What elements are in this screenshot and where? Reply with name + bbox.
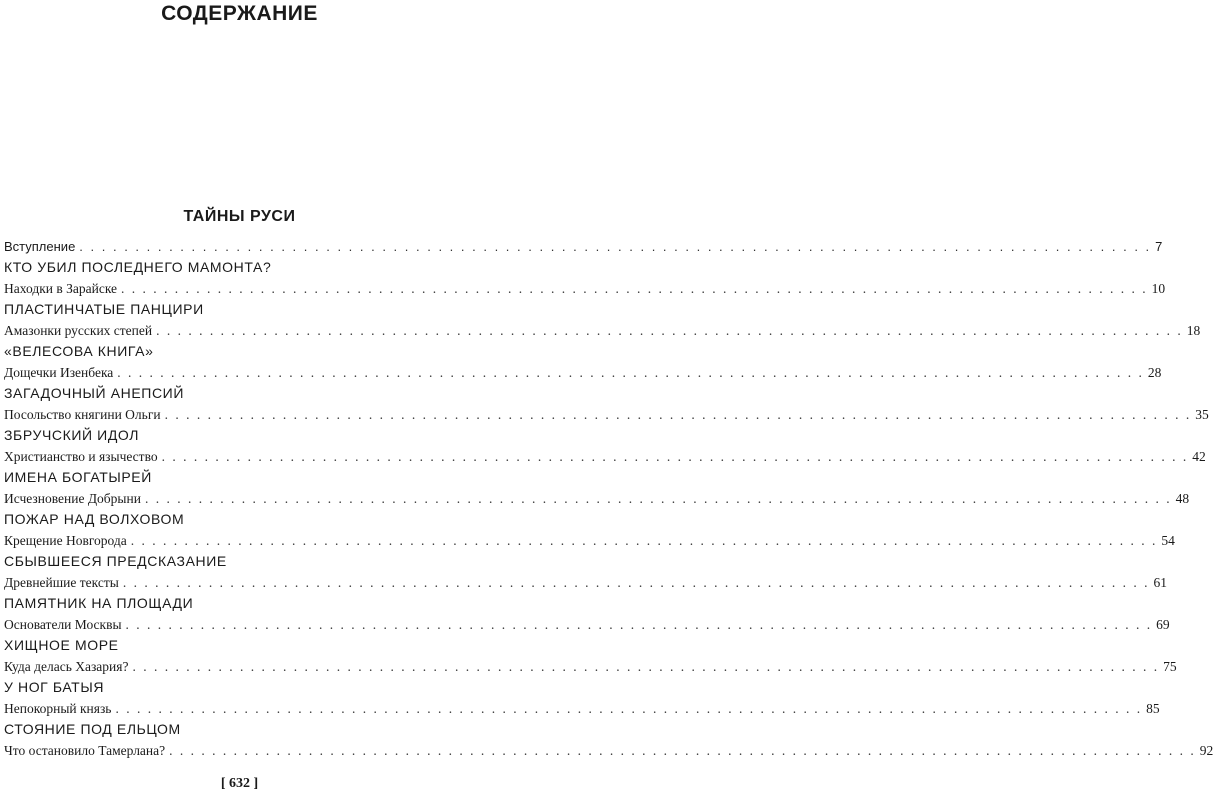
toc-page-number: 54 bbox=[1161, 533, 1175, 548]
toc-entry bbox=[4, 698, 1160, 719]
chapter-heading: ПАМЯТНИК НА ПЛОЩАДИ bbox=[4, 595, 194, 611]
toc-entry bbox=[4, 278, 1166, 299]
toc-page-number: 69 bbox=[1156, 617, 1170, 632]
toc-page-number: 18 bbox=[1186, 323, 1201, 338]
chapter-heading: ПЛАСТИНЧАТЫЕ ПАНЦИРИ bbox=[4, 301, 204, 317]
toc-entry-title: Исчезновение Добрыни bbox=[4, 491, 141, 506]
toc-entry-title: Амазонки русских степей bbox=[4, 323, 153, 338]
chapter-heading: ИМЕНА БОГАТЫРЕЙ bbox=[4, 469, 152, 485]
chapter-heading: ПОЖАР НАД ВОЛХОВОМ bbox=[4, 511, 185, 527]
toc-page-number: 28 bbox=[1147, 365, 1162, 380]
leader-dots: . . . . . . . . . . . . . . . . . . . . . . . . . . . . . . . . . . . . . . . . . . . . . . . . . . . . . . . . . . . . . . . . . . . . . . . . . . . . . . . . . . . . . . . . . . . . . . . . bbox=[122, 575, 1150, 590]
chapter-heading: СБЫВШЕЕСЯ ПРЕДСКАЗАНИЕ bbox=[4, 553, 227, 569]
leader-dots: . . . . . . . . . . . . . . . . . . . . . . . . . . . . . . . . . . . . . . . . . . . . . . . . . . . . . . . . . . . . . . . . . . . . . . . . . . . . . . . . . . . . . . . . . . . . . . . . bbox=[156, 323, 1183, 338]
leader-dots: . . . . . . . . . . . . . . . . . . . . . . . . . . . . . . . . . . . . . . . . . . . . . . . . . . . . . . . . . . . . . . . . . . . . . . . . . . . . . . . . . . . . . . . . . . . . . . . . bbox=[169, 743, 1196, 758]
toc-page-number: 92 bbox=[1199, 743, 1213, 758]
toc-page-number: 48 bbox=[1175, 491, 1190, 506]
table-of-contents bbox=[4, 236, 1213, 761]
toc-entry bbox=[4, 404, 1209, 425]
toc-entry bbox=[4, 488, 1190, 509]
chapter-heading: «ВЕЛЕСОВА КНИГА» bbox=[4, 343, 154, 359]
toc-entry-title: Что остановило Тамерлана? bbox=[4, 743, 166, 758]
toc-entry bbox=[4, 530, 1175, 551]
leader-dots: . . . . . . . . . . . . . . . . . . . . . . . . . . . . . . . . . . . . . . . . . . . . . . . . . . . . . . . . . . . . . . . . . . . . . . . . . . . . . . . . . . . . . . . . . . . . . . . . bbox=[117, 365, 1144, 380]
page-title: СОДЕРЖАНИЕ bbox=[161, 2, 318, 25]
toc-entry bbox=[4, 740, 1213, 761]
toc-entry bbox=[4, 320, 1201, 341]
toc-entry-title: Вступление bbox=[4, 239, 76, 254]
chapter-heading: КТО УБИЛ ПОСЛЕДНЕГО МАМОНТА? bbox=[4, 259, 272, 275]
toc-entry bbox=[4, 572, 1167, 593]
toc-entry-title: Основатели Москвы bbox=[4, 617, 122, 632]
leader-dots: . . . . . . . . . . . . . . . . . . . . . . . . . . . . . . . . . . . . . . . . . . . . . . . . . . . . . . . . . . . . . . . . . . . . . . . . . . . . . . . . . . . . . . . . . . . . . . . . bbox=[79, 239, 1152, 254]
toc-entry bbox=[4, 614, 1170, 635]
chapter-heading: ХИЩНОЕ МОРЕ bbox=[4, 637, 119, 653]
toc-entry-title: Находки в Зарайске bbox=[4, 281, 118, 296]
leader-dots: . . . . . . . . . . . . . . . . . . . . . . . . . . . . . . . . . . . . . . . . . . . . . . . . . . . . . . . . . . . . . . . . . . . . . . . . . . . . . . . . . . . . . . . . . . . . . . . . bbox=[164, 407, 1192, 422]
leader-dots: . . . . . . . . . . . . . . . . . . . . . . . . . . . . . . . . . . . . . . . . . . . . . . . . . . . . . . . . . . . . . . . . . . . . . . . . . . . . . . . . . . . . . . . . . . . . . . . . bbox=[121, 281, 1148, 296]
toc-entry bbox=[4, 446, 1206, 467]
toc-entry bbox=[4, 656, 1177, 677]
toc-page-number: 42 bbox=[1192, 449, 1206, 464]
toc-page-number: 35 bbox=[1195, 407, 1209, 422]
toc-page-number: 75 bbox=[1163, 659, 1177, 674]
leader-dots: . . . . . . . . . . . . . . . . . . . . . . . . . . . . . . . . . . . . . . . . . . . . . . . . . . . . . . . . . . . . . . . . . . . . . . . . . . . . . . . . . . . . . . . . . . . . . . . . bbox=[130, 533, 1158, 548]
toc-entry bbox=[4, 362, 1162, 383]
toc-page-number: 85 bbox=[1146, 701, 1160, 716]
chapter-heading: У НОГ БАТЫЯ bbox=[4, 679, 105, 695]
chapter-heading: СТОЯНИЕ ПОД ЕЛЬЦОМ bbox=[4, 721, 181, 737]
toc-page-number: 61 bbox=[1153, 575, 1167, 590]
leader-dots: . . . . . . . . . . . . . . . . . . . . . . . . . . . . . . . . . . . . . . . . . . . . . . . . . . . . . . . . . . . . . . . . . . . . . . . . . . . . . . . . . . . . . . . . . . . . . . . . bbox=[125, 617, 1153, 632]
chapter-heading: ЗБРУЧСКИЙ ИДОЛ bbox=[4, 427, 140, 443]
toc-entry-title: Христианство и язычество bbox=[4, 449, 158, 464]
toc-entry-title: Куда делась Хазария? bbox=[4, 659, 129, 674]
toc-entry-title: Посольство княгини Ольги bbox=[4, 407, 161, 422]
leader-dots: . . . . . . . . . . . . . . . . . . . . . . . . . . . . . . . . . . . . . . . . . . . . . . . . . . . . . . . . . . . . . . . . . . . . . . . . . . . . . . . . . . . . . . . . . . . . . . . . bbox=[132, 659, 1160, 674]
toc-page-number: 10 bbox=[1151, 281, 1166, 296]
section-title: ТАЙНЫ РУСИ bbox=[183, 208, 296, 225]
toc-entry-title: Непокорный князь bbox=[4, 701, 112, 716]
page-number-footer: [ 632 ] bbox=[220, 776, 259, 791]
leader-dots: . . . . . . . . . . . . . . . . . . . . . . . . . . . . . . . . . . . . . . . . . . . . . . . . . . . . . . . . . . . . . . . . . . . . . . . . . . . . . . . . . . . . . . . . . . . . . . . . bbox=[144, 491, 1172, 506]
toc-entry-title: Крещение Новгорода bbox=[4, 533, 127, 548]
toc-entry-title: Дощечки Изенбека bbox=[4, 365, 114, 380]
toc-entry-title: Древнейшие тексты bbox=[4, 575, 119, 590]
toc-page-number: 7 bbox=[1155, 239, 1163, 254]
leader-dots: . . . . . . . . . . . . . . . . . . . . . . . . . . . . . . . . . . . . . . . . . . . . . . . . . . . . . . . . . . . . . . . . . . . . . . . . . . . . . . . . . . . . . . . . . . . . . . . . bbox=[161, 449, 1189, 464]
leader-dots: . . . . . . . . . . . . . . . . . . . . . . . . . . . . . . . . . . . . . . . . . . . . . . . . . . . . . . . . . . . . . . . . . . . . . . . . . . . . . . . . . . . . . . . . . . . . . . . . bbox=[115, 701, 1143, 716]
chapter-heading: ЗАГАДОЧНЫЙ АНЕПСИЙ bbox=[4, 385, 184, 401]
toc-entry bbox=[4, 236, 1163, 257]
